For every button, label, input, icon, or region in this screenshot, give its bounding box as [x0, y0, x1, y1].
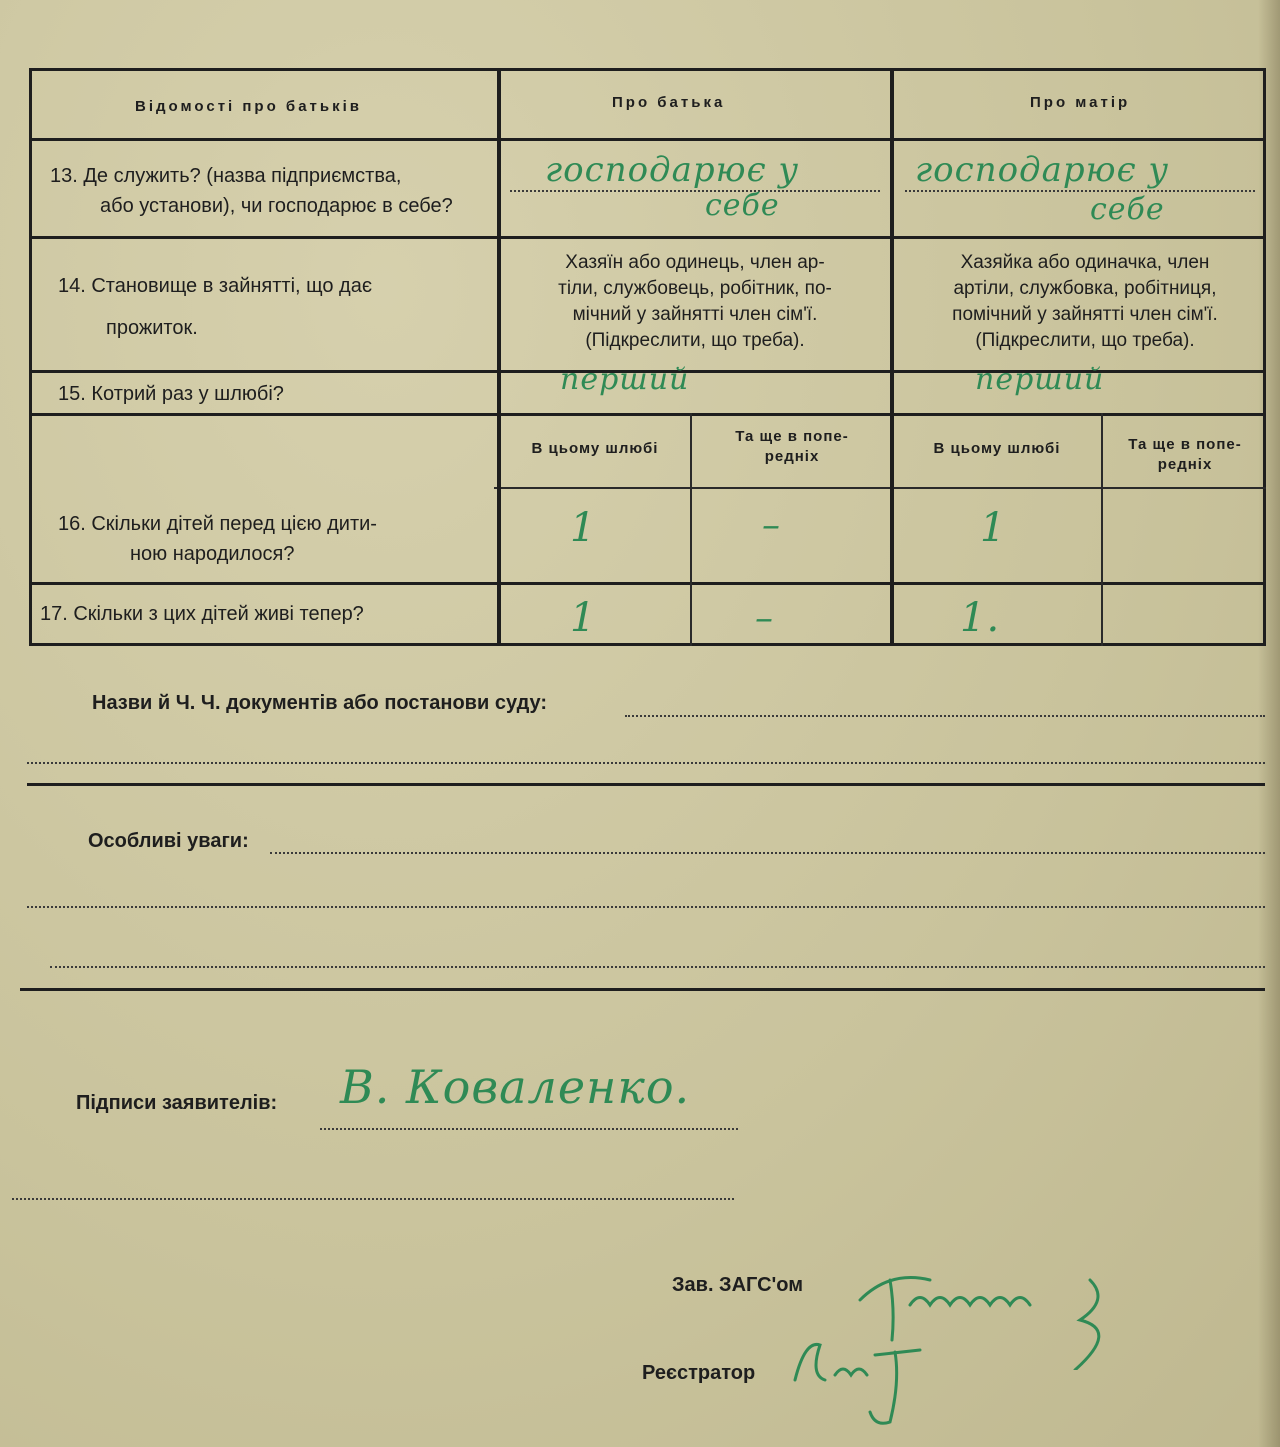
applicant-signature: В. Коваленко. [340, 1060, 691, 1114]
sub-header-this-marriage-father: В цьому шлюбі [531, 440, 659, 457]
q14-father-options-line1: Хазяїн або одинець, член ар- [565, 252, 825, 273]
dotted-line [905, 190, 1255, 192]
q13-label-line1: 13. Де служить? (назва підприємства, [50, 165, 402, 187]
header-mother: Про матір [1030, 94, 1131, 111]
q13-father-answer-line2: себе [705, 188, 780, 223]
header-father: Про батька [612, 94, 726, 111]
section-rule [20, 988, 1265, 991]
dotted-line [270, 852, 1265, 854]
q15-mother-answer: перший [975, 362, 1105, 397]
q17-label: 17. Скільки з цих дітей живі тепер? [40, 603, 364, 625]
q14-mother-options-line2: артіли, службовка, робітниця, [953, 278, 1217, 299]
dotted-line [50, 966, 1265, 968]
q16-father-this: 1 [570, 505, 597, 551]
q14-label-line2: прожиток. [106, 317, 198, 339]
q14-label-line1: 14. Становище в зайнятті, що дає [58, 275, 373, 297]
dotted-line [320, 1128, 738, 1130]
q17-mother-this: 1. [960, 595, 1001, 641]
q13-mother-answer-line1: господарює у [915, 150, 1170, 190]
sub-header-previous-mother-line2: редніх [1157, 456, 1213, 473]
applicants-signature-label: Підписи заявителів: [76, 1092, 278, 1114]
table-rule [497, 68, 501, 646]
table-rule [690, 413, 692, 646]
sub-header-previous-father-line2: редніх [764, 448, 820, 465]
q15-label: 15. Котрий раз у шлюбі? [58, 383, 284, 405]
sub-header-previous-mother-line1: Та ще в попе- [1128, 436, 1242, 453]
q14-mother-options-line1: Хазяйка або одиначка, член [960, 252, 1210, 273]
documents-label: Назви й Ч. Ч. документів або постанови суду: [92, 692, 548, 714]
q16-label-line2: ною народилося? [130, 543, 295, 565]
q17-father-previous: – [755, 598, 774, 639]
zags-head-label: Зав. ЗАГС'ом [672, 1274, 804, 1296]
registrar-signature [780, 1320, 960, 1430]
sub-header-this-marriage-mother: В цьому шлюбі [933, 440, 1061, 457]
q16-mother-this: 1 [980, 505, 1007, 551]
table-rule [494, 487, 1266, 489]
dotted-line [510, 190, 880, 192]
table-rule [29, 138, 1266, 141]
q14-father-options-line3: мічний у зайнятті член сім'ї. [572, 304, 818, 325]
q14-mother-options-line4: (Підкреслити, що треба). [975, 330, 1195, 351]
registrar-label: Реєстратор [642, 1362, 756, 1384]
section-rule [27, 783, 1265, 786]
q13-father-answer-line1: господарює у [545, 150, 800, 190]
table-rule [29, 582, 1266, 585]
dotted-line [27, 906, 1265, 908]
q16-father-previous: – [762, 505, 781, 546]
q14-father-options-line4: (Підкреслити, що треба). [585, 330, 805, 351]
dotted-line [27, 762, 1265, 764]
q17-father-this: 1 [570, 595, 597, 641]
table-rule [29, 236, 1266, 239]
table-rule [1101, 413, 1103, 646]
q14-mother-options-line3: помічний у зайнятті член сім'ї. [952, 304, 1218, 325]
dotted-line [12, 1198, 734, 1200]
sub-header-previous-father-line1: Та ще в попе- [735, 428, 849, 445]
q16-label-line1: 16. Скільки дітей перед цією дити- [58, 513, 377, 535]
q13-label-line2: або установи), чи господарює в себе? [100, 195, 453, 217]
q13-mother-answer-line2: себе [1090, 192, 1165, 227]
table-rule [29, 413, 1266, 416]
dotted-line [625, 715, 1265, 717]
header-parents-info: Відомості про батьків [135, 98, 362, 115]
q14-father-options-line2: тіли, службовець, робітник, по- [558, 278, 832, 299]
table-rule [890, 68, 894, 646]
notes-label: Особливі уваги: [88, 830, 249, 852]
q15-father-answer: перший [560, 362, 690, 397]
